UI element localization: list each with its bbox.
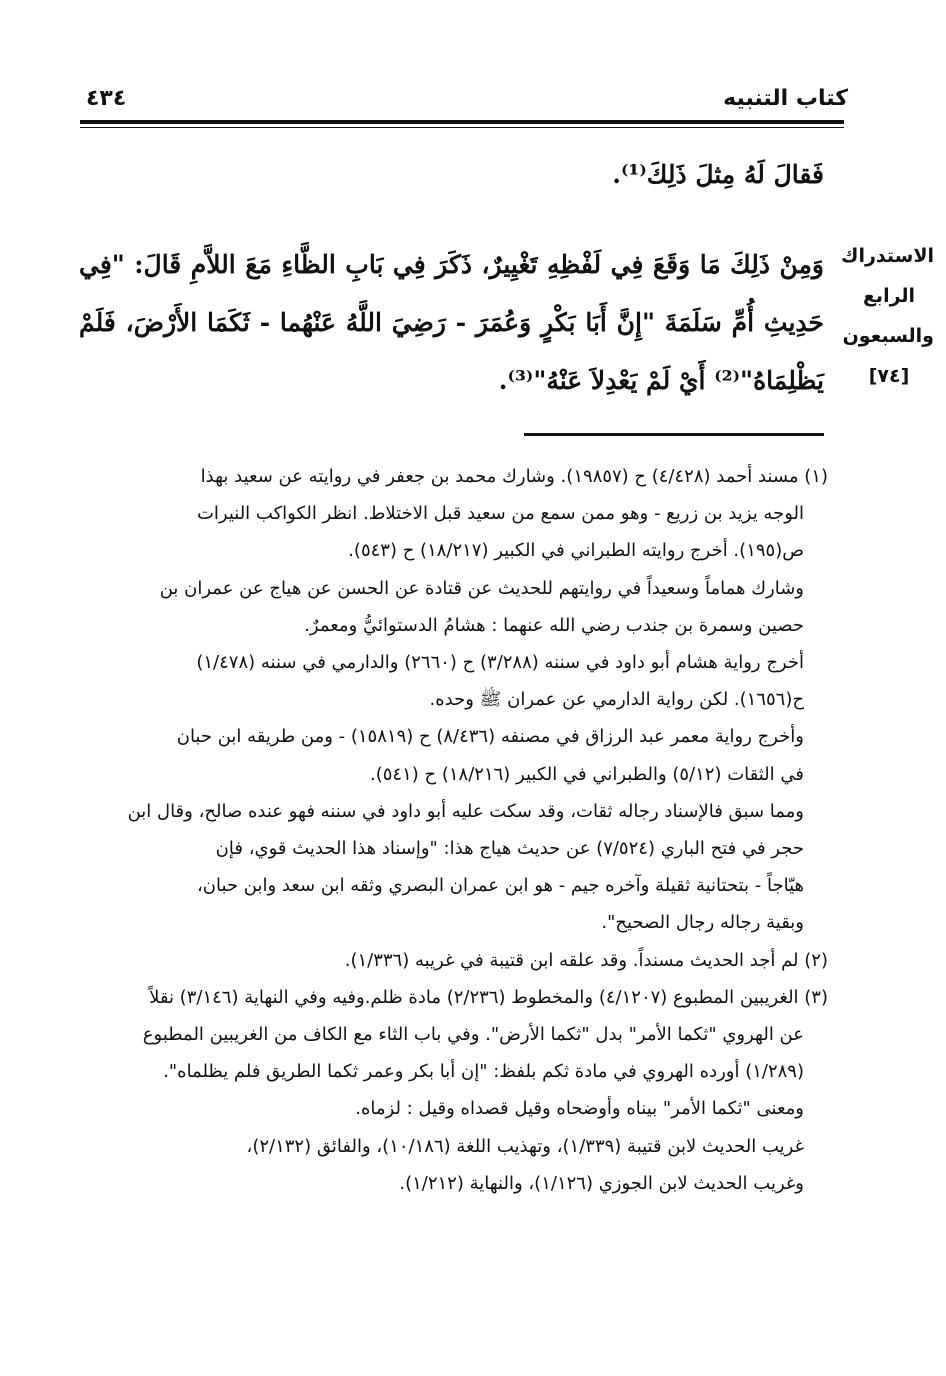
footnote-line: غريب الحديث لابن قتيبة (١/٣٣٩)، وتهذيب اللغة (١٠/١٨٦)، والفائق (٢/١٣٢)، xyxy=(246,1135,804,1157)
header-rule xyxy=(80,120,844,124)
footnote-line: أخرج رواية هشام أبو داود في سننه (٣/٢٨٨) ح (٢٦٦٠) والدارمي في سننه (١/٤٧٨) xyxy=(196,652,804,674)
footnote-separator xyxy=(524,433,824,436)
footnote-line: حصين وسمرة بن جندب رضي الله عنهما : هشامُ الدستوائيُّ ومعمرٌ. xyxy=(304,614,804,636)
footnotes xyxy=(76,458,828,1202)
footnote-line: في الثقات (٥/١٢) والطبراني في الكبير (١٨/٢١٦) ح (٥٤١). xyxy=(370,763,804,785)
footnote-line: (٣) الغريبين المطبوع (٤/١٢٠٧) والمخطوط (٢/٢٣٦) مادة ظلم.وفيه وفي النهاية (٣/١٤٦) نقلاً xyxy=(149,986,828,1008)
header-rule-thin xyxy=(80,127,844,128)
main-text-line: فَقالَ لَهُ مِثلَ ذَلِكَ⁽¹⁾. xyxy=(612,160,824,189)
footnote-line: هيّاجاً - بتحتانية ثقيلة وآخره جيم - هو ابن عمران البصري وثقه ابن سعد وابن حبان، xyxy=(197,875,804,897)
margin-note xyxy=(841,236,934,396)
footnote-line: وأخرج رواية معمر عبد الرزاق في مصنفه (٨/٤٣٦) ح (١٥٨١٩) - ومن طريقه ابن حبان xyxy=(176,726,804,748)
margin-note-number: [٧٤] xyxy=(868,365,910,387)
footnote-line: عن الهروي "ثكما الأمر" بدل "ثكما الأرض". وفي باب الثاء مع الكاف من الغريبين المطبوع xyxy=(142,1024,804,1046)
footnote-line: وشارك هماماً وسعيداً في روايتهم للحديث عن قتادة عن الحسن عن هياج عن عمران بن xyxy=(159,577,804,599)
margin-note-line-1: الاستدراك xyxy=(841,245,934,267)
running-title: كتاب التنبيه xyxy=(723,86,848,111)
margin-note-line-2: الرابع xyxy=(862,285,916,307)
footnote-line: (٢) لم أجد الحديث مسنداً. وقد علقه ابن قتيبة في غريبه (١/٣٣٦). xyxy=(344,949,828,971)
main-paragraph: وَمِنْ ذَلِكَ مَا وَقَعَ فِي لَفْظِهِ تَغْيِيرٌ، ذَكَرَ فِي بَابِ الظَّاءِ مَعَ اللاَّمِ قَالَ: "فِي حَدِيثِ أُمِّ سَلَمَةَ "إِنَّ أَبَا بَكْرٍ وَعُمَرَ - رَضِيَ اللَّهُ عَنْهُما - ثَكَمَا الأَرْضَ، فَلَمْ يَظْلِمَاهُ"⁽²⁾ أَيْ لَمْ يَعْدِلاَ عَنْهُ"⁽³⁾. xyxy=(79,250,824,395)
footnote-line: ص(١٩٥). أخرج روايته الطبراني في الكبير (١٨/٢١٧) ح (٥٤٣). xyxy=(348,540,804,562)
footnote-line: وغريب الحديث لابن الجوزي (١/١٢٦)، والنهاية (١/٢١٢). xyxy=(399,1172,804,1194)
footnote-line: ح(١٦٥٦). لكن رواية الدارمي عن عمران ﷺ وحده. xyxy=(429,689,804,711)
footnote-line: ومعنى "ثكما الأمر" بيناه وأوضحاه وقيل قصداه وقيل : لزماه. xyxy=(355,1098,804,1120)
footnote-line: (١) مسند أحمد (٤/٤٢٨) ح (١٩٨٥٧). وشارك محمد بن جعفر في روايته عن سعيد بهذا xyxy=(200,466,828,487)
page-number: ٤٣٤ xyxy=(86,86,127,111)
footnote-line: (١/٢٨٩) أورده الهروي في مادة ثكم بلفظ: "إن أبا بكر وعمر ثكما الطريق فلم يظلماه". xyxy=(163,1061,804,1083)
margin-note-line-3: والسبعون xyxy=(842,325,934,347)
footnote-line: ومما سبق فالإسناد رجاله ثقات، وقد سكت عليه أبو داود في سننه فهو عنده صالح، وقال ابن xyxy=(127,800,804,822)
footnote-line: الوجه يزيد بن زريع - وهو ممن سمع من سعيد قبل الاختلاط. انظر الكواكب النيرات xyxy=(196,503,804,525)
footnote-line: حجر في فتح الباري (٧/٥٢٤) عن حديث هياج هذا: "وإسناد هذا الحديث قوي، فإن xyxy=(215,838,804,860)
footnote-line: وبقية رجاله رجال الصحيح". xyxy=(601,912,804,934)
